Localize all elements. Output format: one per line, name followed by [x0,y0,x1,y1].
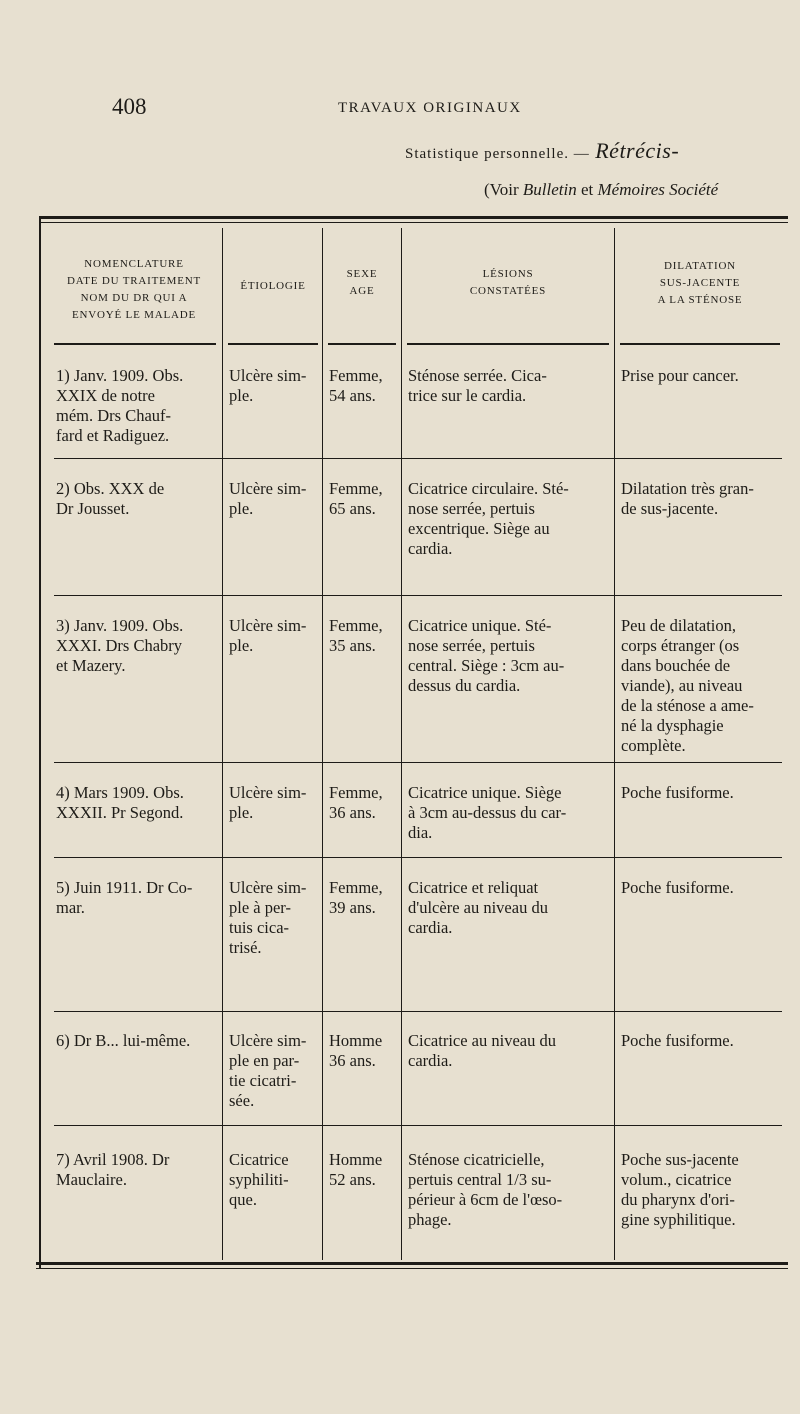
header-line: NOM DU DR QUI A [80,292,188,304]
cell-line: trisé. [229,938,262,957]
header-lesions [402,266,614,300]
subtitle [484,180,718,200]
cell-line: Femme, [329,783,383,802]
cell-line: Femme, [329,616,383,635]
cell-line: ple en par- [229,1051,300,1070]
row-separator [54,762,782,763]
header-line: SUS-JACENTE [659,277,741,289]
cell-dilatation [621,616,781,756]
cell-line: d'ulcère au niveau du [408,898,548,917]
cell-line: XXXI. Drs Chabry [56,636,183,655]
cell-line: du pharynx d'ori- [621,1190,735,1209]
cell-line: ple à per- [229,898,291,917]
cell-line: nose serrée, pertuis [408,636,535,655]
cell-line: volum., cicatrice [621,1170,732,1189]
cell-line: central. Siège : 3cm au- [408,656,565,675]
cell-dilatation [621,783,781,803]
cell-line: Sténose serrée. Cica- [408,366,547,385]
header-underline [407,343,609,345]
cell-line: dessus du cardia. [408,676,521,695]
cell-lesions [408,479,611,559]
page-number: 408 [112,94,147,119]
cell-line: mar. [56,898,85,917]
cell-line: 36 ans. [329,803,376,822]
cell-line: trice sur le cardia. [408,386,527,405]
cell-nomenclature [56,783,218,823]
cell-line: 5) Juin 1911. Dr Co- [56,878,193,897]
header-line: ÉTIOLOGIE [240,280,306,292]
cell-line: Homme [329,1031,383,1050]
header-etiologie [224,278,322,295]
cell-dilatation [621,878,781,898]
section-title [405,138,679,164]
header-line: DILATATION [664,260,736,272]
cell-line: Mauclaire. [56,1170,128,1189]
cell-line: XXXII. Pr Segond. [56,803,184,822]
cell-etiologie [229,1150,321,1210]
cell-nomenclature [56,366,218,446]
cell-sexe-age [329,479,399,519]
cell-line: Dr Jousset. [56,499,130,518]
header-underline [328,343,396,345]
cell-line: Ulcère sim- [229,878,307,897]
cell-etiologie [229,878,321,958]
cell-lesions [408,616,611,696]
cell-line: tie cicatri- [229,1071,297,1090]
cell-etiologie [229,616,321,656]
cell-line: ple. [229,386,254,405]
cell-etiologie [229,1031,321,1111]
cell-line: 39 ans. [329,898,376,917]
cell-line: corps étranger (os [621,636,740,655]
subtitle-mid: et [580,180,594,199]
cell-line: 6) Dr B... lui-même. [56,1031,191,1050]
cell-dilatation [621,479,781,519]
cell-sexe-age [329,616,399,656]
cell-line: Femme, [329,479,383,498]
cell-line: Ulcère sim- [229,479,307,498]
header-nomenclature [44,256,224,324]
cell-sexe-age [329,1150,399,1190]
cell-line: pertuis central 1/3 su- [408,1170,552,1189]
header-line: NOMENCLATURE [84,258,184,270]
cell-line: gine syphilitique. [621,1210,736,1229]
cell-line: mém. Drs Chauf- [56,406,172,425]
row-separator [54,1011,782,1012]
header-line: ENVOYÉ LE MALADE [71,309,196,321]
cell-line: périeur à 6cm de l'œso- [408,1190,563,1209]
cell-line: Cicatrice et reliquat [408,878,539,897]
column-divider [401,228,402,1260]
cell-line: Poche fusiforme. [621,783,734,802]
cell-line: et Mazery. [56,656,126,675]
cell-line: cardia. [408,1051,453,1070]
cell-line: 7) Avril 1908. Dr [56,1150,170,1169]
cell-line: de sus-jacente. [621,499,719,518]
cell-line: Dilatation très gran- [621,479,754,498]
column-divider [222,228,223,1260]
cell-line: cardia. [408,539,453,558]
cell-nomenclature [56,616,218,676]
row-separator [54,458,782,459]
cell-line: 35 ans. [329,636,376,655]
cell-line: Femme, [329,878,383,897]
header-line: LÉSIONS [482,268,534,280]
cell-line: Cicatrice [229,1150,289,1169]
cell-line: de la sténose a ame- [621,696,754,715]
header-line: SEXE [346,268,378,280]
cell-lesions [408,1031,611,1071]
header-dilatation [615,258,785,309]
cell-line: ple. [229,636,254,655]
cell-dilatation [621,366,781,386]
cell-sexe-age [329,1031,399,1071]
cell-line: nose serrée, pertuis [408,499,535,518]
cell-line: ple. [229,803,254,822]
header-line: AGE [349,285,375,297]
cell-dilatation [621,1150,781,1230]
header-underline [54,343,216,345]
cell-line: XXIX de notre [56,386,155,405]
cell-line: Cicatrice unique. Siège [408,783,562,802]
cell-lesions [408,878,611,938]
cell-line: Homme [329,1150,383,1169]
cell-dilatation [621,1031,781,1051]
cell-line: excentrique. Siège au [408,519,550,538]
cell-line: Cicatrice au niveau du [408,1031,556,1050]
cell-line: fard et Radiguez. [56,426,170,445]
cell-line: sée. [229,1091,255,1110]
cell-line: Ulcère sim- [229,366,307,385]
cell-nomenclature [56,1150,218,1190]
header-line: DATE DU TRAITEMENT [67,275,201,287]
subtitle-italic-2: Mémoires Société [597,180,719,199]
subtitle-prefix: (Voir [484,180,519,199]
cell-line: Poche fusiforme. [621,1031,734,1050]
table-top-rule [40,216,788,219]
cell-line: Peu de dilatation, [621,616,737,635]
cell-line: cardia. [408,918,453,937]
cell-line: Cicatrice unique. Sté- [408,616,552,635]
section-title-smallcaps: Statistique personnelle. — [405,146,590,162]
cell-line: ple. [229,499,254,518]
subtitle-italic-1: Bulletin [522,180,577,199]
cell-nomenclature [56,479,218,519]
cell-line: Sténose cicatricielle, [408,1150,545,1169]
cell-sexe-age [329,878,399,918]
cell-line: Ulcère sim- [229,616,307,635]
header-line: CONSTATÉES [469,285,547,297]
cell-line: Prise pour cancer. [621,366,739,385]
cell-lesions [408,1150,611,1230]
cell-line: 2) Obs. XXX de [56,479,165,498]
cell-etiologie [229,783,321,823]
cell-lesions [408,783,611,843]
cell-nomenclature [56,1031,218,1051]
table-bottom-rule [36,1262,788,1265]
row-separator [54,1125,782,1126]
cell-line: Femme, [329,366,383,385]
cell-line: 65 ans. [329,499,376,518]
cell-line: viande), au niveau [621,676,743,695]
cell-line: Poche fusiforme. [621,878,734,897]
cell-line: 36 ans. [329,1051,376,1070]
cell-line: syphiliti- [229,1170,289,1189]
header-underline [228,343,318,345]
table-top-rule-thin [40,222,788,223]
cell-line: à 3cm au-dessus du car- [408,803,567,822]
cell-line: Ulcère sim- [229,1031,307,1050]
cell-line: 54 ans. [329,386,376,405]
cell-line: tuis cica- [229,918,290,937]
cell-sexe-age [329,366,399,406]
cell-line: 1) Janv. 1909. Obs. [56,366,184,385]
cell-line: Poche sus-jacente [621,1150,739,1169]
row-separator [54,595,782,596]
cell-nomenclature [56,878,218,918]
section-title-italic: Rétrécis- [595,138,680,163]
cell-etiologie [229,366,321,406]
cell-line: que. [229,1190,257,1209]
table-left-border [39,216,41,1268]
cell-line: 3) Janv. 1909. Obs. [56,616,184,635]
table-bottom-rule-thin [36,1268,788,1269]
cell-lesions [408,366,611,406]
row-separator [54,857,782,858]
cell-line: complète. [621,736,686,755]
cell-line: Cicatrice circulaire. Sté- [408,479,569,498]
column-divider [614,228,615,1260]
cell-line: dia. [408,823,433,842]
header-line: A LA STÉNOSE [657,294,743,306]
header-sexe-age [323,266,401,300]
header-underline [620,343,780,345]
column-divider [322,228,323,1260]
running-head: TRAVAUX ORIGINAUX [338,100,522,116]
cell-line: né la dysphagie [621,716,724,735]
cell-line: 4) Mars 1909. Obs. [56,783,184,802]
cell-line: 52 ans. [329,1170,376,1189]
cell-etiologie [229,479,321,519]
cell-line: dans bouchée de [621,656,731,675]
cell-line: phage. [408,1210,452,1229]
cell-sexe-age [329,783,399,823]
cell-line: Ulcère sim- [229,783,307,802]
